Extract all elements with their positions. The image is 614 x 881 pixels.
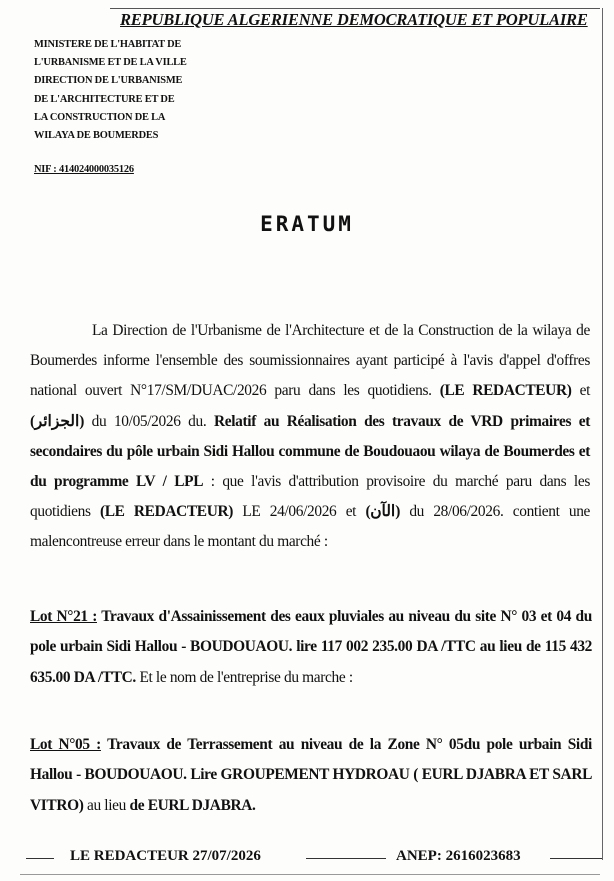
ministry-line: LA CONSTRUCTION DE LA: [34, 111, 166, 123]
wrong-amount: 115 432 635.00: [30, 638, 593, 686]
lot-21-section: [30, 602, 592, 693]
newspaper-name: (LE REDACTEUR): [439, 382, 572, 400]
lire-word: lire: [296, 638, 317, 656]
footer-anep: ANEP: 2616023683: [396, 848, 521, 864]
body-text-a: La Direction de l'Urbanisme de l'Architecture et de la Construction de la wilaya de Boumerdes informe l'ensemble des soumissionnaires ayant participé à l'avis d'appel d'offres national ouvert N°17/SM/DUAC/2026 paru dans les quotidiens.: [30, 322, 590, 400]
body-paragraph: [30, 316, 590, 558]
lot-note: Et le nom de l'entreprise du marche :: [139, 668, 353, 686]
newspaper-name-arabic: (الآن): [365, 503, 400, 521]
bottom-rule: [20, 874, 600, 875]
lot-description: Travaux d'Assainissement des eaux pluviales au niveau du site N° 03 et 04 du pole urbain Sidi Hallou - BOUDOUAOU.: [30, 608, 592, 656]
republic-heading: REPUBLIQUE ALGERIENNE DEMOCRATIQUE ET POPULAIRE: [120, 10, 588, 29]
ministry-line: WILAYA DE BOUMERDES: [34, 130, 159, 142]
lot-description: Travaux de Terrassement au niveau de la Zone N° 05du pole urbain Sidi Hallou - BOUDOUAOU. Lire GROUPEMENT HYDROAU ( EURL DJABRA ET SARL VITRO): [30, 736, 592, 814]
nif-number: NIF : 414024000035126: [34, 164, 134, 175]
newspaper-name-arabic: (الجزائر): [30, 412, 85, 430]
body-text-e: LE 24/06/2026 et: [242, 503, 357, 521]
amount-unit: DA /TTC: [416, 638, 476, 656]
footer-publication: LE REDACTEUR 27/07/2026: [70, 848, 261, 864]
footer: [0, 844, 614, 872]
lot-05-section: [30, 730, 592, 821]
lot-wrong-company: de EURL DJABRA.: [129, 796, 256, 814]
footer-rule: [306, 858, 386, 859]
body-text-d: : que l'avis d'attribution provisoire du marché paru dans les quotidiens: [30, 473, 590, 521]
amount-unit: DA /TTC.: [73, 668, 136, 686]
body-text-c: du 10/05/2026 du.: [91, 412, 207, 430]
document-title: ERATUM: [260, 212, 354, 236]
au-lieu: au lieu: [86, 796, 126, 814]
ministry-line: DIRECTION DE L'URBANISME: [34, 75, 183, 87]
footer-rule: [550, 858, 602, 859]
relatif-text: Relatif au Réalisation des travaux de VRD primaires et secondaires du pôle urbain Sidi Hallou commune de Boudouaou wilaya de Boumerdes et du programme LV / LPL: [30, 412, 590, 491]
ministry-line: DE L'ARCHITECTURE ET DE: [34, 93, 175, 105]
footer-rule: [26, 858, 54, 859]
lot-label: Lot N°21 :: [30, 608, 97, 625]
lot-label: Lot N°05 :: [30, 736, 101, 753]
correct-amount: 117 002 235.00: [320, 638, 413, 656]
au-lieu-de: au lieu de: [479, 638, 541, 656]
ministry-block: [34, 36, 204, 145]
ministry-line: MINISTERE DE L'HABITAT DE: [34, 39, 182, 50]
newspaper-name: (LE REDACTEUR): [99, 503, 234, 521]
body-text-b: et: [579, 382, 591, 400]
body-text-f: du 28/06/2026. contient une malencontreuse erreur dans le montant du marché :: [30, 503, 591, 551]
ministry-line: L'URBANISME ET DE LA VILLE: [34, 57, 187, 69]
